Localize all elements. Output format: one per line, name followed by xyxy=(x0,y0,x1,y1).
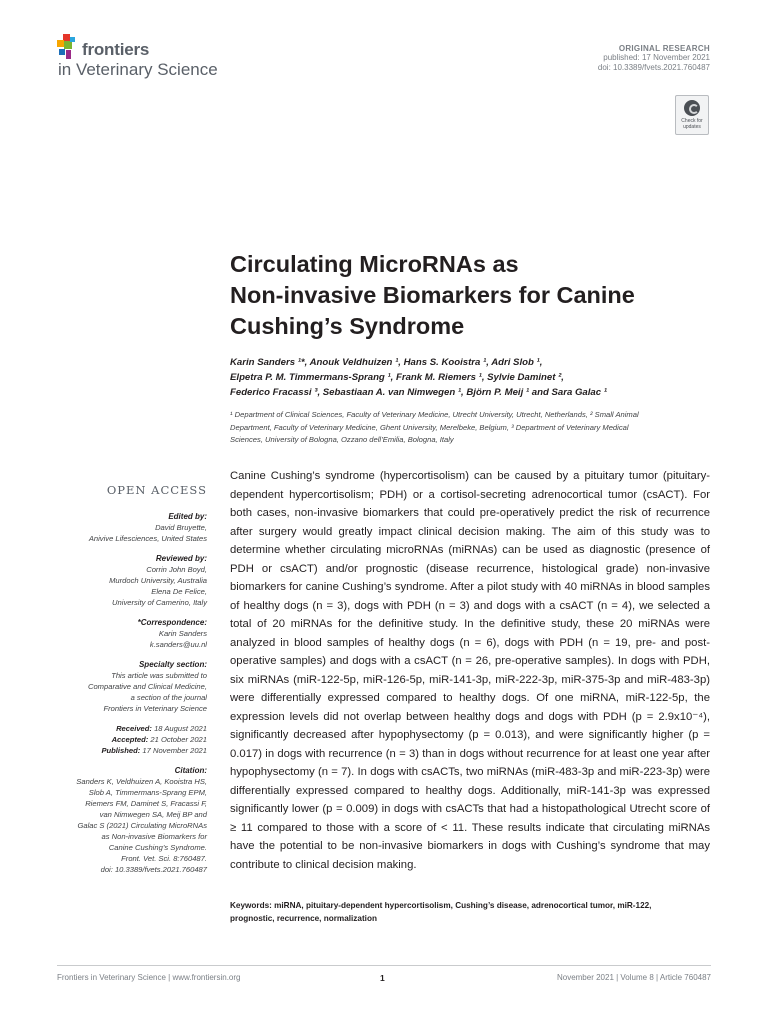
reviewer-affiliation: University of Camerino, Italy xyxy=(112,598,207,607)
keywords xyxy=(230,900,710,925)
affiliation-line: Sciences, University of Bologna, Ozzano dell’Emilia, Bologna, Italy xyxy=(230,435,454,444)
specialty-line: Frontiers in Veterinary Science xyxy=(103,704,207,713)
citation-line: as Non-invasive Biomarkers for xyxy=(101,832,207,841)
published-date: published: 17 November 2021 xyxy=(603,53,710,62)
reviewed-by-label: Reviewed by: xyxy=(155,554,207,563)
author-line[interactable]: Federico Fracassi ³, Sebastiaan A. van Nimwegen ¹, Björn P. Meij ¹ and Sara Galac ¹ xyxy=(230,387,607,398)
affiliation-line: ¹ Department of Clinical Sciences, Faculty of Veterinary Medicine, Utrecht University, Utrecht, Netherlands, ² Small Animal xyxy=(230,410,639,419)
citation-line: Front. Vet. Sci. 8:760487. xyxy=(121,854,207,863)
published-value: 17 November 2021 xyxy=(142,746,207,755)
correspondence-label: *Correspondence: xyxy=(137,618,207,627)
check-updates-label: Check for updates xyxy=(681,118,703,130)
correspondence-email[interactable]: k.sanders@uu.nl xyxy=(149,640,207,649)
update-icon xyxy=(684,100,700,116)
specialty-line: This article was submitted to xyxy=(111,671,207,680)
editor-name[interactable]: David Bruyette, xyxy=(155,523,207,532)
citation-label: Citation: xyxy=(174,766,207,775)
title-line: Circulating MicroRNAs as xyxy=(230,251,519,277)
specialty-line: a section of the journal xyxy=(130,693,207,702)
affiliations xyxy=(230,409,700,447)
edited-by-label: Edited by: xyxy=(168,512,207,521)
brand-name: frontiers xyxy=(82,40,150,59)
received-value: 18 August 2021 xyxy=(154,724,207,733)
specialty-section-label: Specialty section: xyxy=(138,660,207,669)
reviewer-name[interactable]: Elena De Felice, xyxy=(151,587,207,596)
accepted-date xyxy=(44,734,207,745)
citation-line: Slob A, Timmermans-Sprang EPM, xyxy=(88,788,207,797)
article-title xyxy=(230,249,710,342)
article-sidebar xyxy=(44,483,207,875)
footer-journal-link[interactable]: Frontiers in Veterinary Science | www.frontiersin.org xyxy=(57,973,241,982)
author-line[interactable]: Karin Sanders ¹*, Anouk Veldhuizen ¹, Hans S. Kooistra ¹, Adri Slob ¹, xyxy=(230,357,543,368)
footer-divider xyxy=(57,965,711,966)
published-date-sidebar xyxy=(44,745,207,756)
specialty-line: Comparative and Clinical Medicine, xyxy=(87,682,207,691)
journal-name: in Veterinary Science xyxy=(58,60,218,79)
keywords-line: prognostic, recurrence, normalization xyxy=(230,913,377,923)
check-for-updates-button[interactable] xyxy=(675,95,709,135)
open-access-label: OPEN ACCESS xyxy=(106,483,207,497)
citation-line: Canine Cushing’s Syndrome. xyxy=(108,843,207,852)
title-line: Non-invasive Biomarkers for Canine xyxy=(230,282,635,308)
reviewer-name[interactable]: Corrin John Boyd, xyxy=(146,565,207,574)
editor-affiliation: Anivive Lifesciences, United States xyxy=(88,534,207,543)
author-line[interactable]: Elpetra P. M. Timmermans-Sprang ¹, Frank M. Riemers ¹, Sylvie Daminet ², xyxy=(230,372,564,383)
article-meta xyxy=(598,44,710,73)
keywords-line: Keywords: miRNA, pituitary-dependent hypercortisolism, Cushing’s disease, adrenocortical tumor, miR-122, xyxy=(230,901,652,910)
published-label: Published: xyxy=(101,746,141,755)
frontiers-logo-icon xyxy=(57,34,79,60)
abstract-text: Canine Cushing’s syndrome (hypercortisolism) can be caused by a pituitary tumor (pituitary-dependent hypercortisolism; PDH) or a cortisol-secreting adrenocortical tumor (csACT). For both cases, non-invasive biomarkers that could pre-operatively predict the risk of recurrence after surgery would greatly impact clinical decision making. The aim of this study was to determine whether circulating microRNAs (miRNAs) can be used as diagnostic (presence of PDH or csACT) and/or prognostic (disease recurrence, histological grade) non-invasive biomarkers for canine Cushing’s syndrome. After a pilot study with 40 miRNAs in blood samples of healthy dogs (n = 3), dogs with PDH (n = 3) and dogs with a csACT (n = 4), we selected a total of 20 miRNAs for the definitive study. In the definitive study, these 20 miRNAs were analyzed in blood samples of healthy dogs (n = 6), dogs with PDH (n = 19, pre- and post-operative samples) and dogs with a csACT (n = 26, pre-operative samples). In dogs with PDH, six miRNAs (miR-122-5p, miR-126-5p, miR-141-3p, miR-222-3p, miR-375-3p and miR-483-3p) were differentially expressed compared to healthy dogs. Of one miRNA, miR-122-5p, the expression levels did not overlap between healthy dogs and dogs with PDH (p = 2.9x10⁻⁴), significantly decreased after hypophysectomy (p = 0.013), and were significantly higher (p = 0.017) in dogs with recurrence (n = 3) than in dogs without recurrence for at least one year after hypophysectomy (n = 7). In dogs with csACTs, two miRNAs (miR-483-3p and miR-223-3p) were differentially expressed compared to healthy dogs. Additionally, miR-141-3p was expressed significantly lower (p = 0.009) in dogs with csACTs that had a histopathological Utrecht score of ≥ 11 compared to those with a score of < 11. These results indicate that circulating miRNAs have the potential to be non-invasive biomarkers in dogs with Cushing’s syndrome that may contribute to clinical decision making. xyxy=(230,470,710,871)
doi-link[interactable]: doi: 10.3389/fvets.2021.760487 xyxy=(597,63,710,72)
citation-doi[interactable]: doi: 10.3389/fvets.2021.760487 xyxy=(100,865,207,874)
received-label: Received: xyxy=(116,724,152,733)
citation-line: Sanders K, Veldhuizen A, Kooistra HS, xyxy=(76,777,207,786)
reviewer-affiliation: Murdoch University, Australia xyxy=(109,576,207,585)
citation-line: van Nimwegen SA, Meij BP and xyxy=(99,810,207,819)
title-line: Cushing’s Syndrome xyxy=(230,313,465,339)
citation-line: Riemers FM, Daminet S, Fracassi F, xyxy=(85,799,207,808)
correspondence-name: Karin Sanders xyxy=(158,629,207,638)
received-date xyxy=(44,723,207,734)
author-list xyxy=(230,355,700,400)
footer-issue-info: November 2021 | Volume 8 | Article 760487 xyxy=(556,973,711,982)
citation-line: Galac S (2021) Circulating MicroRNAs xyxy=(77,821,207,830)
accepted-label: Accepted: xyxy=(111,735,149,744)
journal-logo[interactable] xyxy=(57,32,257,82)
accepted-value: 21 October 2021 xyxy=(150,735,207,744)
page-number: 1 xyxy=(380,973,385,983)
article-type: ORIGINAL RESEARCH xyxy=(618,44,710,53)
affiliation-line: Department, Faculty of Veterinary Medicine, Ghent University, Merelbeke, Belgium, ³ Department of Veterinary Medical xyxy=(230,422,629,432)
